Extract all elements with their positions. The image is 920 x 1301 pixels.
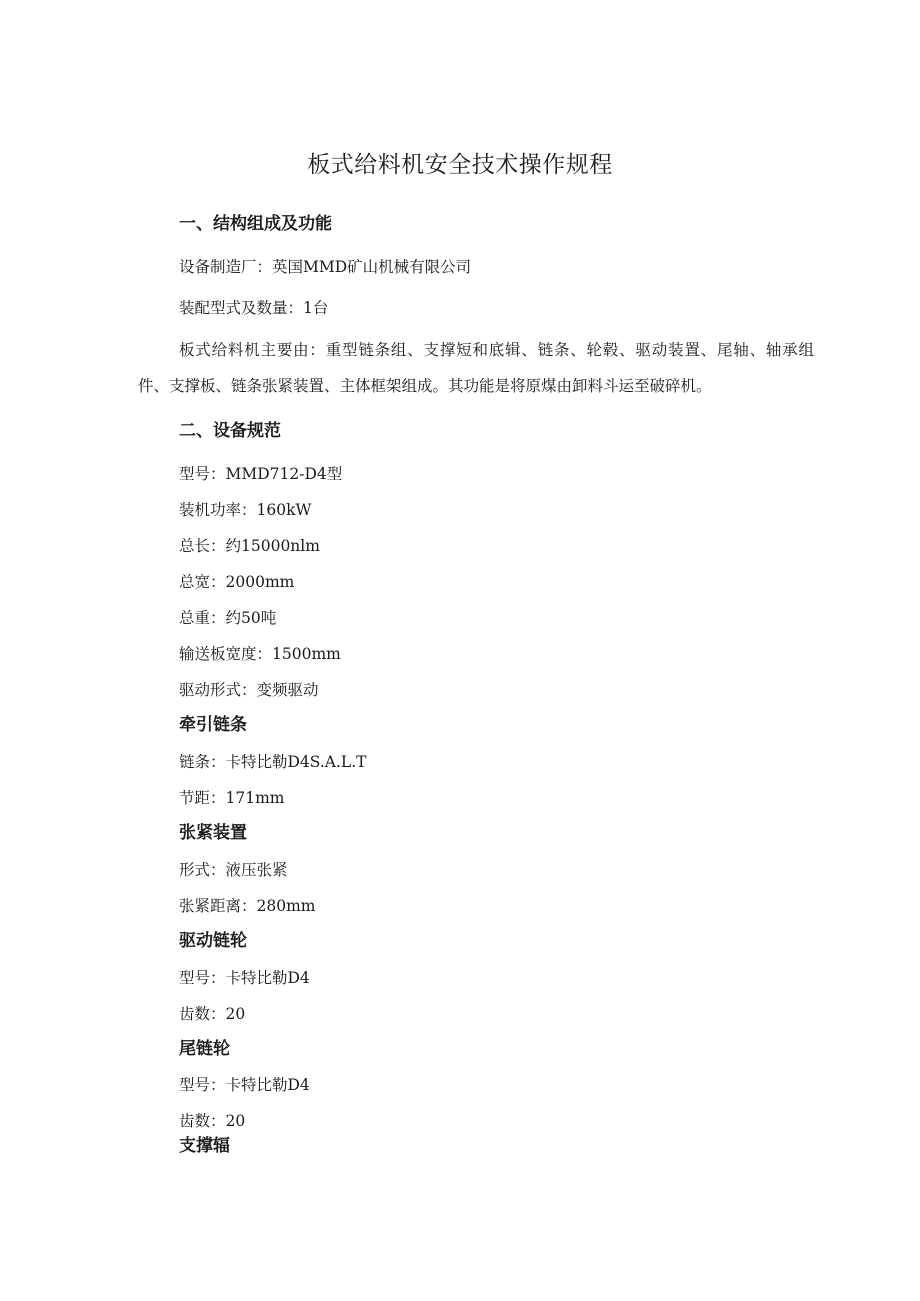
spec-length: 总长：约15000nlm xyxy=(179,537,320,555)
subheading-tail-sprocket: 尾链轮 xyxy=(179,1039,230,1059)
spec-width: 总宽：2000mm xyxy=(179,573,295,591)
spec-power: 装机功率：160kW xyxy=(179,501,312,519)
subheading-tensioner: 张紧装置 xyxy=(179,823,247,843)
subheading-traction-chain: 牵引链条 xyxy=(179,715,247,735)
spec-drive-form: 驱动形式：变频驱动 xyxy=(179,681,319,699)
document-title: 板式给料机安全技术操作规程 xyxy=(307,152,613,178)
spec-drive-sprocket-teeth: 齿数：20 xyxy=(179,1005,246,1023)
spec-drive-sprocket-model: 型号：卡特比勒D4 xyxy=(179,969,310,987)
assembly-line: 装配型式及数量：1台 xyxy=(179,299,329,317)
spec-tail-sprocket-model: 型号：卡特比勒D4 xyxy=(179,1076,310,1094)
subheading-drive-sprocket: 驱动链轮 xyxy=(179,931,247,951)
spec-tension-distance: 张紧距离：280mm xyxy=(179,897,316,915)
spec-weight: 总重：约50吨 xyxy=(179,609,277,627)
manufacturer-line: 设备制造厂：英国MMD矿山机械有限公司 xyxy=(179,258,472,276)
spec-tension-form: 形式：液压张紧 xyxy=(179,861,288,879)
description-paragraph: 板式给料机主要由：重型链条组、支撑短和底辑、链条、轮毂、驱动装置、尾轴、轴承组件、支撑板、链条张紧装置、主体框架组成。其功能是将原煤由卸料斗运至破碎机。 xyxy=(138,341,814,395)
spec-pitch: 节距：171mm xyxy=(179,789,285,807)
spec-tail-sprocket-teeth: 齿数：20 xyxy=(179,1112,246,1130)
section-heading-specs: 二、设备规范 xyxy=(179,421,281,441)
subheading-support-roller: 支撑辐 xyxy=(179,1136,230,1156)
spec-chain: 链条：卡特比勒D4S.A.L.T xyxy=(179,753,367,771)
spec-model: 型号：MMD712-D4型 xyxy=(179,465,343,483)
section-heading-structure: 一、结构组成及功能 xyxy=(179,214,332,234)
spec-board-width: 输送板宽度：1500mm xyxy=(179,645,341,663)
